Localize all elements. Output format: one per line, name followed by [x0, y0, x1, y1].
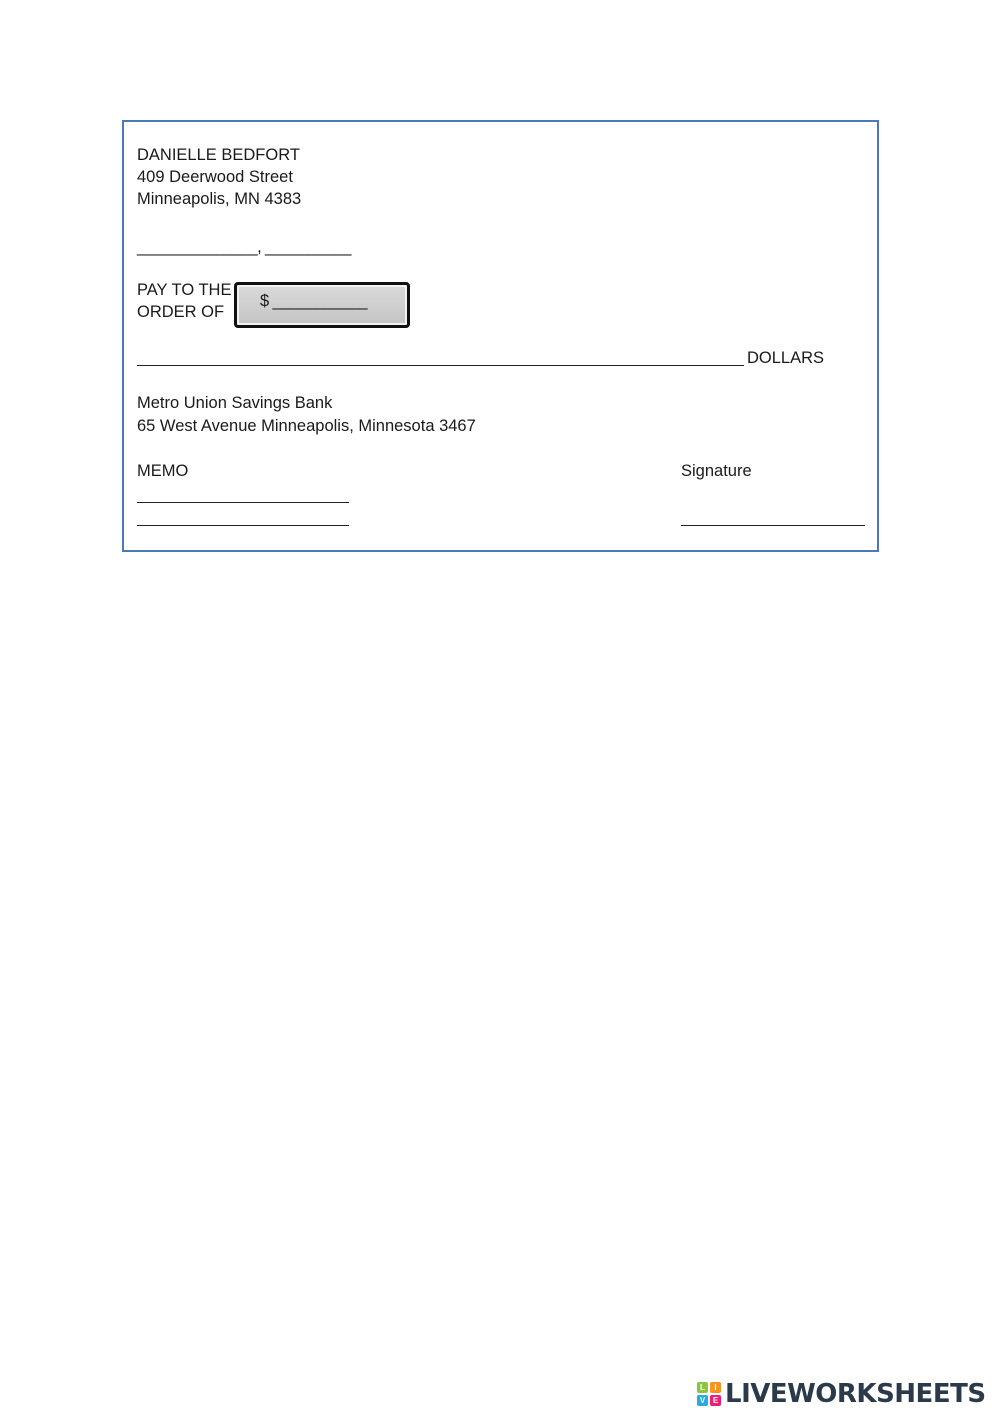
payer-street: 409 Deerwood Street — [137, 168, 293, 186]
payer-city: Minneapolis, MN 4383 — [137, 190, 302, 208]
memo-label: MEMO — [137, 462, 189, 480]
amount-box[interactable] — [234, 282, 410, 328]
logo-mark-tile: E — [710, 1395, 721, 1406]
signature-label: Signature — [681, 462, 752, 480]
memo-line-2[interactable] — [137, 525, 349, 526]
liveworksheets-logo — [697, 1378, 986, 1410]
signature-line[interactable] — [681, 525, 865, 526]
bank-address: 65 West Avenue Minneapolis, Minnesota 3467 — [137, 417, 476, 435]
check-form — [122, 120, 879, 552]
pay-to-label-line1: PAY TO THE — [137, 281, 232, 299]
logo-mark-tile: V — [697, 1395, 708, 1406]
logo-text: LIVEWORKSHEETS — [725, 1379, 986, 1409]
amount-words-line[interactable] — [137, 365, 744, 366]
bank-name: Metro Union Savings Bank — [137, 394, 333, 412]
logo-mark-icon — [697, 1382, 721, 1406]
date-field[interactable]: ______________, __________ — [137, 238, 351, 256]
logo-mark-tile: I — [710, 1382, 721, 1393]
amount-field[interactable]: $ ___________ — [260, 292, 367, 310]
memo-line-1[interactable] — [137, 502, 349, 503]
logo-mark-tile: L — [697, 1382, 708, 1393]
payer-name: DANIELLE BEDFORT — [137, 146, 300, 164]
pay-to-label-line2: ORDER OF — [137, 303, 225, 321]
dollars-label: DOLLARS — [747, 349, 825, 367]
